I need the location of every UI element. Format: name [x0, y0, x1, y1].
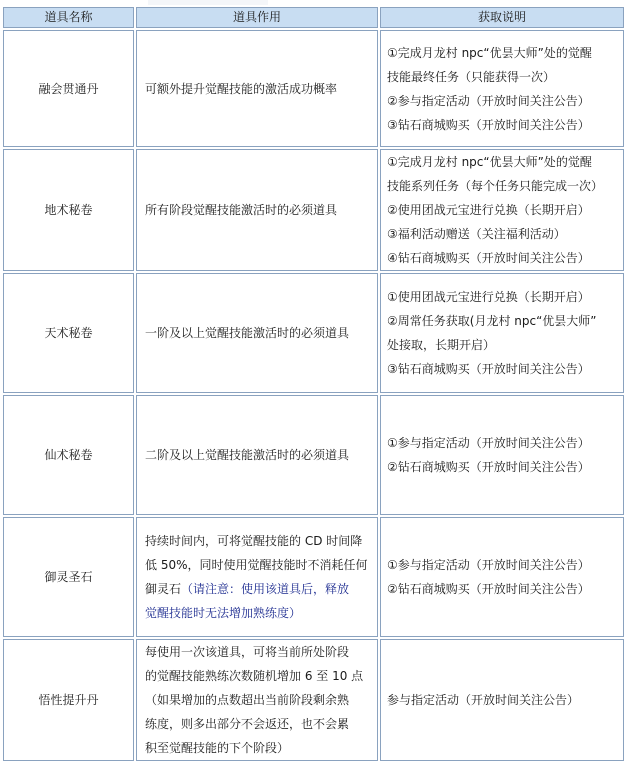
obtain-line: ①完成月龙村 npc“优昙大师”处的觉醒: [387, 45, 592, 60]
item-name: 悟性提升丹: [3, 639, 134, 761]
item-name: 仙术秘卷: [3, 395, 134, 515]
obtain-method: [380, 273, 624, 393]
item-name: 天术秘卷: [3, 273, 134, 393]
item-name: 御灵圣石: [3, 517, 134, 637]
table-row: [3, 273, 624, 393]
obtain-line: ③福利活动赠送（关注福利活动）: [387, 227, 566, 241]
obtain-line: ②周常任务获取(月龙村 npc“优昙大师”: [387, 314, 597, 328]
item-effect: 二阶及以上觉醒技能激活时的必须道具: [136, 395, 378, 515]
obtain-line: ②钻石商城购买（开放时间关注公告）: [387, 582, 590, 596]
item-effect: 所有阶段觉醒技能激活时的必须道具: [136, 149, 378, 271]
obtain-line: ①参与指定活动（开放时间关注公告）: [387, 436, 590, 450]
effect-line: 御灵石: [145, 582, 182, 596]
table-row: [3, 639, 624, 761]
obtain-line: ③钻石商城购买（开放时间关注公告）: [387, 117, 590, 132]
obtain-method: [380, 30, 624, 147]
obtain-line: ①完成月龙村 npc“优昙大师”处的觉醒: [387, 155, 592, 169]
obtain-line: 技能最终任务（只能获得一次）: [387, 69, 556, 84]
obtain-line: ②钻石商城购买（开放时间关注公告）: [387, 460, 590, 474]
item-effect: [136, 639, 378, 761]
effect-line: （如果增加的点数超出当前阶段剩余熟: [145, 693, 350, 707]
table-row: [3, 517, 624, 637]
effect-line-with-note: [145, 577, 371, 601]
effect-line: 的觉醒技能熟练次数随机增加 6 至 10 点: [145, 669, 364, 683]
item-effect: 一阶及以上觉醒技能激活时的必须道具: [136, 273, 378, 393]
item-name: 地术秘卷: [3, 149, 134, 271]
obtain-line: ②参与指定活动（开放时间关注公告）: [387, 93, 590, 108]
effect-line: 练度，则多出部分不会返还，也不会累: [145, 717, 350, 731]
obtain-line: ①参与指定活动（开放时间关注公告）: [387, 558, 590, 572]
table-row: [3, 149, 624, 271]
obtain-line: ③钻石商城购买（开放时间关注公告）: [387, 362, 590, 376]
obtain-line: 处接取，长期开启）: [387, 338, 496, 352]
obtain-method: [380, 395, 624, 515]
item-effect: [136, 517, 378, 637]
item-table: [1, 5, 626, 763]
obtain-method: [380, 639, 624, 761]
effect-line: 低 50%，同时使用觉醒技能时不消耗任何: [145, 558, 368, 572]
item-effect: 可额外提升觉醒技能的激活成功概率: [136, 30, 378, 147]
item-name: 融会贯通丹: [3, 30, 134, 147]
effect-line: 每使用一次该道具，可将当前所处阶段: [145, 645, 350, 659]
obtain-line: ④钻石商城购买（开放时间关注公告）: [387, 251, 590, 265]
obtain-line: 技能系列任务（每个任务只能完成一次）: [387, 179, 604, 193]
effect-note: （请注意：使用该道具后，释放: [181, 582, 350, 596]
obtain-line: ①使用团战元宝进行兑换（长期开启）: [387, 290, 590, 304]
effect-note: 觉醒技能时无法增加熟练度）: [145, 606, 302, 620]
obtain-method: [380, 149, 624, 271]
header-item-name: 道具名称: [3, 7, 134, 28]
obtain-method: [380, 517, 624, 637]
obtain-line: 参与指定活动（开放时间关注公告）: [387, 693, 580, 707]
effect-line: 持续时间内，可将觉醒技能的 CD 时间降: [145, 534, 363, 548]
header-item-effect: 道具作用: [136, 7, 378, 28]
table-row: [3, 395, 624, 515]
header-obtain-method: 获取说明: [380, 7, 624, 28]
table-row: [3, 30, 624, 147]
obtain-line: ②使用团战元宝进行兑换（长期开启）: [387, 203, 590, 217]
effect-line: 积至觉醒技能的下个阶段）: [145, 741, 290, 755]
header-row: [3, 7, 624, 28]
